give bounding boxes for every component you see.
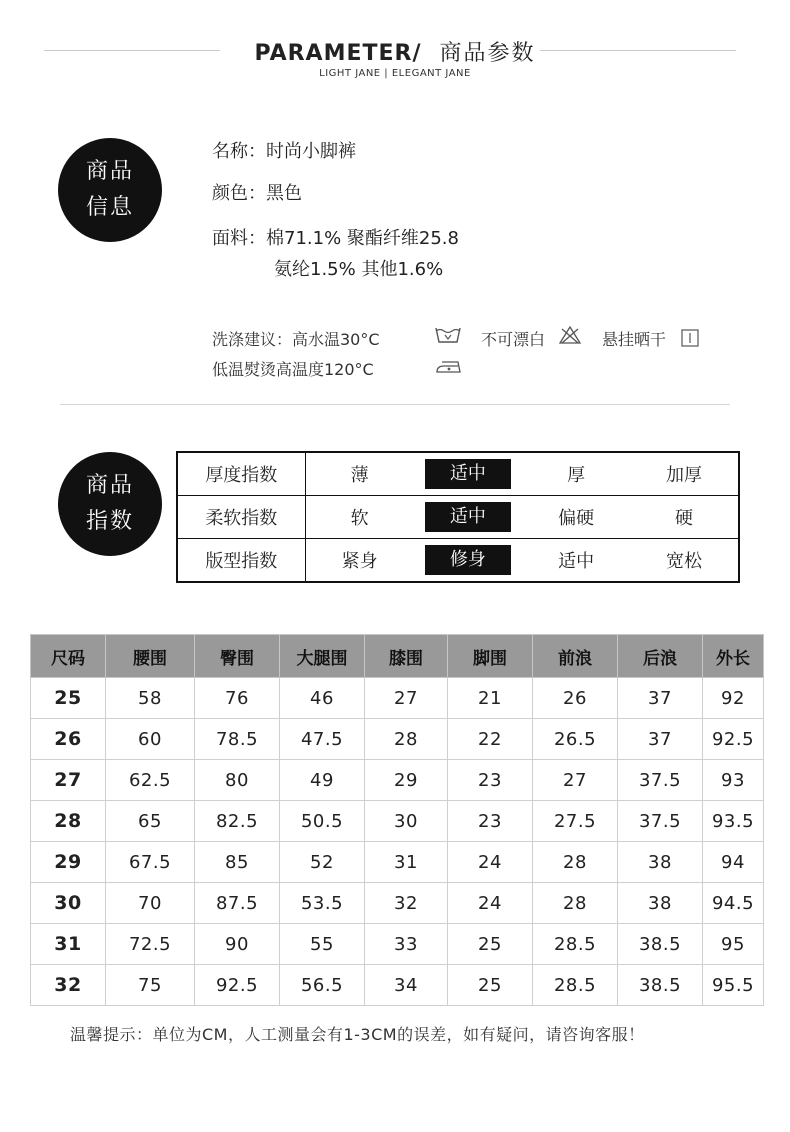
hang-dry-text: 悬挂晒干 xyxy=(602,330,667,349)
measurement-cell: 94 xyxy=(703,842,764,883)
measurement-cell: 34 xyxy=(365,965,448,1006)
measurement-cell: 21 xyxy=(448,678,533,719)
measurement-cell: 70 xyxy=(106,883,195,924)
table-row xyxy=(31,760,764,801)
index-option: 厚 xyxy=(522,452,630,496)
measurement-cell: 28 xyxy=(533,842,618,883)
fabric-label: 面料： xyxy=(212,228,266,249)
measurement-cell: 32 xyxy=(365,883,448,924)
measurement-cell: 24 xyxy=(448,842,533,883)
column-header: 后浪 xyxy=(618,635,703,678)
measurement-cell: 53.5 xyxy=(280,883,365,924)
measurement-cell: 37.5 xyxy=(618,760,703,801)
index-table xyxy=(176,451,740,583)
product-index-badge xyxy=(58,452,162,556)
care-wash-text: 洗涤建议：高水温30°C xyxy=(212,330,380,349)
measurement-cell: 65 xyxy=(106,801,195,842)
measurement-cell: 94.5 xyxy=(703,883,764,924)
measurement-cell: 23 xyxy=(448,801,533,842)
iron-text: 低温熨烫高温度120°C xyxy=(212,360,374,379)
measurement-cell: 27 xyxy=(365,678,448,719)
measurement-cell: 49 xyxy=(280,760,365,801)
name-value: 时尚小脚裤 xyxy=(266,141,356,162)
badge-line-2: 指数 xyxy=(85,509,134,534)
no-bleach-text: 不可漂白 xyxy=(481,330,546,349)
measurement-cell: 92.5 xyxy=(195,965,280,1006)
table-row xyxy=(31,801,764,842)
page-subtitle: LIGHT JANE | ELEGANT JANE xyxy=(319,68,471,79)
measurement-cell: 38.5 xyxy=(618,924,703,965)
index-option-selected: 适中 xyxy=(414,452,523,496)
index-row-softness xyxy=(177,496,739,539)
measurement-cell: 76 xyxy=(195,678,280,719)
measurement-cell: 92.5 xyxy=(703,719,764,760)
measurement-cell: 31 xyxy=(365,842,448,883)
measurement-cell: 47.5 xyxy=(280,719,365,760)
measurement-cell: 27.5 xyxy=(533,801,618,842)
table-row xyxy=(31,965,764,1006)
measurement-cell: 75 xyxy=(106,965,195,1006)
index-label: 柔软指数 xyxy=(177,496,305,539)
measurement-cell: 28 xyxy=(365,719,448,760)
size-table-body xyxy=(31,678,764,1006)
no-bleach-icon xyxy=(558,325,582,345)
measurement-cell: 28.5 xyxy=(533,965,618,1006)
measurement-cell: 92 xyxy=(703,678,764,719)
size-cell: 31 xyxy=(31,924,106,965)
table-row xyxy=(31,924,764,965)
table-row xyxy=(31,719,764,760)
hang-dry-icon xyxy=(681,329,699,347)
index-option: 适中 xyxy=(558,551,595,572)
measurement-cell: 52 xyxy=(280,842,365,883)
measurement-cell: 28 xyxy=(533,883,618,924)
column-header: 前浪 xyxy=(533,635,618,678)
fabric-line-1: 棉71.1% 聚酯纤维25.8 xyxy=(266,228,459,249)
measurement-cell: 93.5 xyxy=(703,801,764,842)
measurement-cell: 46 xyxy=(280,678,365,719)
name-row xyxy=(212,137,356,163)
size-cell: 25 xyxy=(31,678,106,719)
measurement-cell: 23 xyxy=(448,760,533,801)
column-header: 腰围 xyxy=(106,635,195,678)
color-label: 颜色： xyxy=(212,183,266,204)
measurement-cell: 95 xyxy=(703,924,764,965)
index-label: 版型指数 xyxy=(177,539,305,583)
index-option: 加厚 xyxy=(630,452,739,496)
measurement-cell: 24 xyxy=(448,883,533,924)
measurement-cell: 55 xyxy=(280,924,365,965)
measurement-cell: 82.5 xyxy=(195,801,280,842)
measurement-cell: 50.5 xyxy=(280,801,365,842)
wash-tub-icon xyxy=(434,325,462,345)
size-cell: 28 xyxy=(31,801,106,842)
measurement-cell: 93 xyxy=(703,760,764,801)
color-row xyxy=(212,179,302,205)
size-cell: 29 xyxy=(31,842,106,883)
measurement-cell: 80 xyxy=(195,760,280,801)
badge-line-1: 商品 xyxy=(85,473,134,498)
table-row xyxy=(31,842,764,883)
column-header: 臀围 xyxy=(195,635,280,678)
measurement-cell: 26.5 xyxy=(533,719,618,760)
index-option: 硬 xyxy=(630,496,739,539)
measurement-cell: 62.5 xyxy=(106,760,195,801)
measurement-cell: 38.5 xyxy=(618,965,703,1006)
column-header: 膝围 xyxy=(365,635,448,678)
fabric-line-2: 氨纶1.5% 其他1.6% xyxy=(274,259,444,280)
measurement-cell: 72.5 xyxy=(106,924,195,965)
column-header: 脚围 xyxy=(448,635,533,678)
measurement-cell: 22 xyxy=(448,719,533,760)
index-option-selected: 修身 xyxy=(414,539,523,583)
measurement-cell: 95.5 xyxy=(703,965,764,1006)
measurement-cell: 25 xyxy=(448,924,533,965)
index-option-selected: 适中 xyxy=(414,496,523,539)
measurement-cell: 38 xyxy=(618,842,703,883)
measurement-cell: 28.5 xyxy=(533,924,618,965)
measurement-cell: 27 xyxy=(533,760,618,801)
measurement-cell: 56.5 xyxy=(280,965,365,1006)
product-info-badge xyxy=(58,138,162,242)
index-option: 偏硬 xyxy=(522,496,630,539)
column-header: 外长 xyxy=(703,635,764,678)
measurement-cell: 85 xyxy=(195,842,280,883)
index-row-fit xyxy=(177,539,739,583)
size-table-header xyxy=(31,635,764,678)
index-option: 紧身 xyxy=(341,551,378,572)
page-title xyxy=(0,36,790,67)
measurement-cell: 37 xyxy=(618,719,703,760)
name-label: 名称： xyxy=(212,141,266,162)
index-option: 宽松 xyxy=(666,551,703,572)
measurement-cell: 29 xyxy=(365,760,448,801)
color-value: 黑色 xyxy=(266,183,302,204)
badge-line-1: 商品 xyxy=(85,159,134,184)
measurement-cell: 67.5 xyxy=(106,842,195,883)
fabric-row xyxy=(212,224,459,250)
size-cell: 27 xyxy=(31,760,106,801)
measurement-cell: 37.5 xyxy=(618,801,703,842)
column-header: 尺码 xyxy=(31,635,106,678)
measurement-cell: 78.5 xyxy=(195,719,280,760)
size-cell: 26 xyxy=(31,719,106,760)
fabric-row-2 xyxy=(274,255,443,281)
table-row xyxy=(31,678,764,719)
measurement-cell: 60 xyxy=(106,719,195,760)
measurement-cell: 33 xyxy=(365,924,448,965)
index-option: 软 xyxy=(305,496,413,539)
column-header: 大腿围 xyxy=(280,635,365,678)
measurement-cell: 90 xyxy=(195,924,280,965)
size-cell: 30 xyxy=(31,883,106,924)
title-cn: 商品参数 xyxy=(439,41,536,66)
size-cell: 32 xyxy=(31,965,106,1006)
measurement-cell: 25 xyxy=(448,965,533,1006)
title-en: PARAMETER/ xyxy=(254,41,422,66)
measurement-cell: 30 xyxy=(365,801,448,842)
measurement-cell: 38 xyxy=(618,883,703,924)
index-label: 厚度指数 xyxy=(177,452,305,496)
index-row-thickness xyxy=(177,452,739,496)
table-row xyxy=(31,883,764,924)
section-divider xyxy=(60,404,730,405)
measurement-cell: 26 xyxy=(533,678,618,719)
measurement-tip: 温馨提示：单位为CM，人工测量会有1-3CM的误差，如有疑问，请咨询客服！ xyxy=(70,1025,645,1044)
iron-icon xyxy=(434,358,464,376)
size-table xyxy=(30,634,764,1006)
measurement-cell: 58 xyxy=(106,678,195,719)
measurement-cell: 37 xyxy=(618,678,703,719)
badge-line-2: 信息 xyxy=(85,195,134,220)
index-option: 薄 xyxy=(305,452,413,496)
measurement-cell: 87.5 xyxy=(195,883,280,924)
